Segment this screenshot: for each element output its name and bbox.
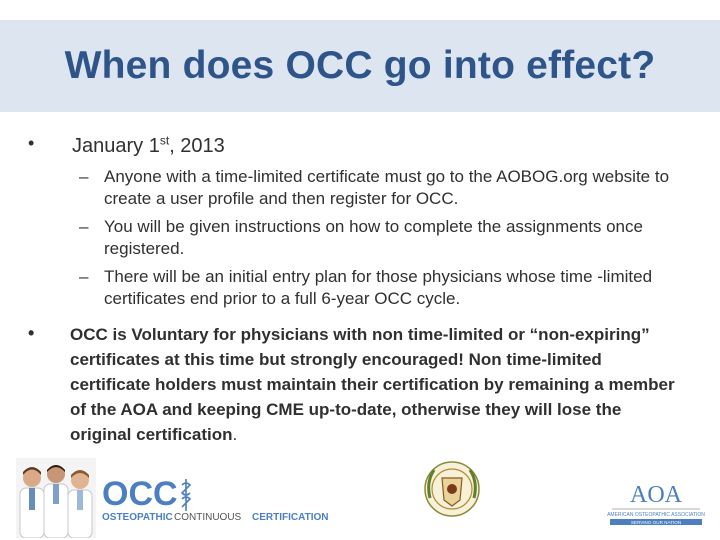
aoa-wordmark: AOA — [630, 482, 682, 508]
dash-marker: – — [79, 267, 89, 286]
bullet-voluntary-text: OCC is Voluntary for physicians with non time-limited or “non-expiring” certificates at this time but strongly encouraged! Non time-limited certificate holders must maintain their certification by remaining a member of the AOA and keeping CME up-to-date, otherwise they will lose the original certification. — [70, 325, 675, 444]
bullet-date-text: January 1st, 2013 — [72, 133, 225, 157]
aoa-tagline-2: SERVING OUR NATION — [630, 520, 682, 525]
sub-item — [80, 166, 700, 210]
bullet-voluntary — [28, 322, 686, 447]
occ-wordmark: OCC — [102, 475, 178, 513]
sub-item — [80, 216, 700, 260]
occ-logo — [100, 475, 360, 525]
caduceus-icon — [182, 479, 190, 511]
bullet-dot: • — [28, 133, 35, 153]
sub-item-text: You will be given instructions on how to complete the assignments once registered. — [104, 217, 643, 258]
sub-item-text: There will be an initial entry plan for those physicians whose time -limited certificates end prior to a full 6-year OCC cycle. — [104, 267, 653, 308]
board-seal-icon — [420, 458, 484, 520]
bullet-january — [28, 133, 225, 158]
dash-marker: – — [79, 217, 89, 236]
slide-title: When does OCC go into effect? — [64, 44, 656, 87]
occ-tagline-continuous: CONTINUOUS — [174, 512, 242, 523]
sub-item-text: Anyone with a time-limited certificate must go to the AOBOG.org website to create a user profile and then register for OCC. — [104, 167, 670, 208]
occ-tagline-osteopathic: OSTEOPATHIC — [102, 512, 173, 523]
doctors-image — [16, 458, 96, 538]
aoa-tagline-1: AMERICAN OSTEOPATHIC ASSOCIATION — [607, 512, 705, 518]
aoa-logo — [604, 478, 708, 526]
occ-tagline-certification: CERTIFICATION — [252, 512, 329, 523]
sub-item — [80, 266, 700, 310]
dash-marker: – — [79, 167, 89, 186]
bullet-dot: • — [28, 323, 35, 343]
